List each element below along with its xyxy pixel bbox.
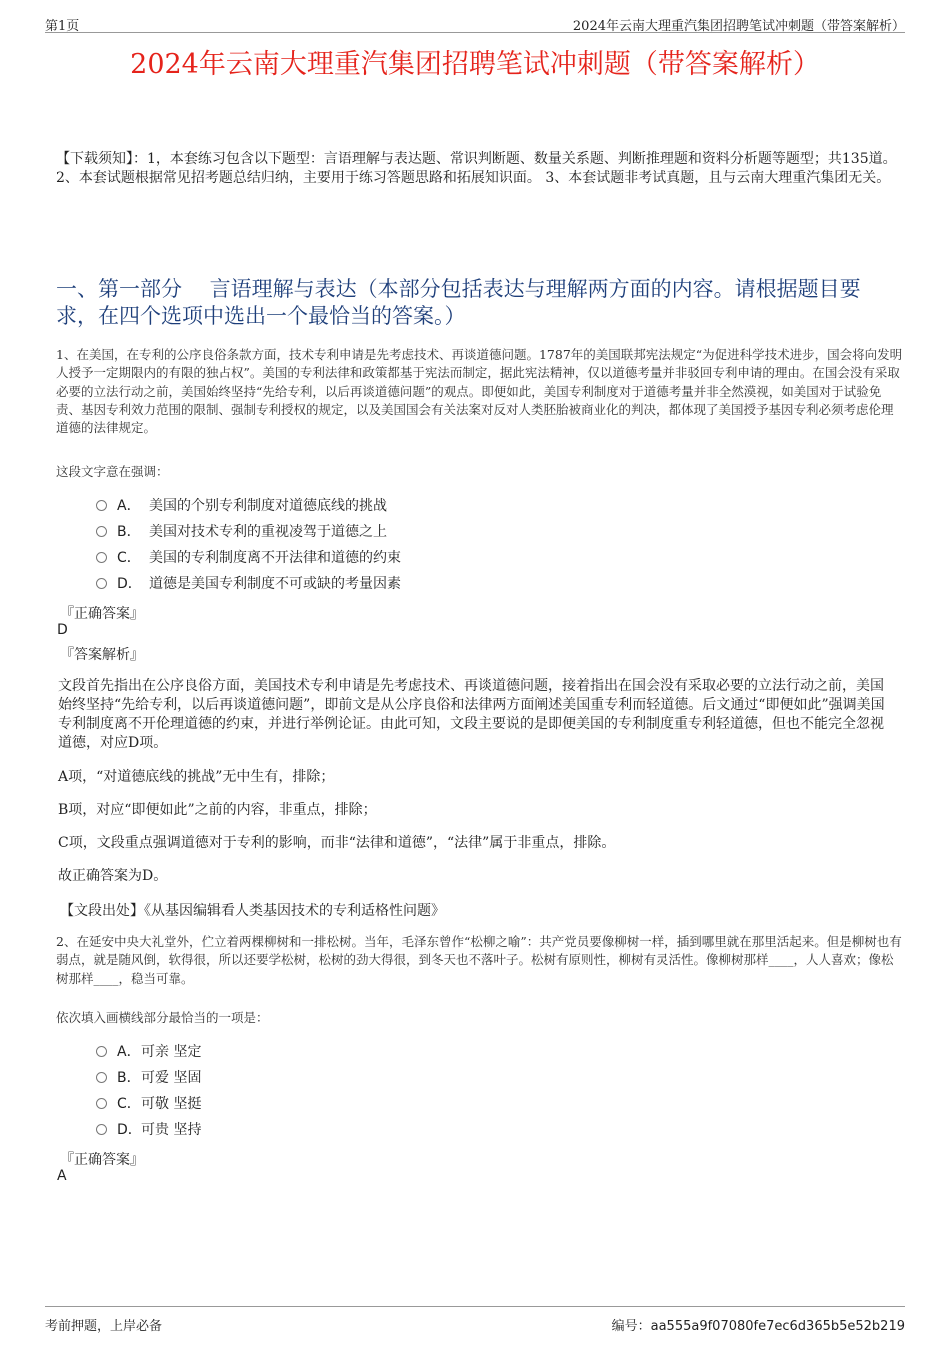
q2-option-a[interactable]: A．可亲 坚定: [96, 1042, 201, 1062]
q1-option-b[interactable]: B． 美国对技术专利的重视凌驾于道德之上: [96, 522, 387, 542]
footer-code: 编号：aa555a9f07080fe7ec6d365b5e52b219: [611, 1319, 905, 1334]
q2-option-b[interactable]: B．可爱 坚固: [96, 1068, 201, 1088]
q1-analysis-a: A项，“对道德底线的挑战”无中生有，排除；: [58, 769, 335, 785]
question-1-text: 1、在美国，在专利的公序良俗条款方面，技术专利申请是先考虑技术、再谈道德问题。1787年的美国联邦宪法规定“为促进科学技术进步，国会将向发明人授予一定期限内的有限的独占权”。美国的专利法律和政策都基于宪法而制定，据此宪法精神，仅以道德考量并非驳回专利申请的理由。在国会没有采取必要的立法行动之前，美国始终坚持“先给专利，以后再谈道德问题”的观点。即便如此，美国专利制度对于道德考量并非全然漠视，如美国对于试验免责、基因专利效力范围的限制、强制专利授权的规定，以及美国国会有关法案对反对人类胚胎被商业化的判决，都体现了美国授予基因专利必须考虑伦理道德的法律规定。: [56, 347, 903, 436]
q1-option-a[interactable]: A． 美国的个别专利制度对道德底线的挑战: [96, 496, 387, 516]
q1-analysis-b: B项，对应“即便如此”之前的内容，非重点，排除；: [58, 802, 377, 818]
download-notice: 【下载须知】：1，本套练习包含以下题型：言语理解与表达题、常识判断题、数量关系题、判断推理题和资料分析题等题型；共135道。 2、本套试题根据常见招考题总结归纳，主要用于练习答题思路和拓展知识面。 3、本套试题非考试真题，且与云南大理重汽集团无关。: [56, 151, 897, 186]
q1-answer-label: 『正确答案』: [60, 606, 144, 622]
q1-option-c[interactable]: C． 美国的专利制度离不开法律和道德的约束: [96, 548, 401, 568]
question-2-prompt: 依次填入画横线部分最恰当的一项是：: [56, 1010, 269, 1025]
q1-analysis-label: 『答案解析』: [60, 647, 144, 663]
q1-analysis-c: C项，文段重点强调道德对于专利的影响，而非“法律和道德”，“法律”属于非重点，排除。: [58, 835, 616, 851]
q1-option-d[interactable]: D． 道德是美国专利制度不可或缺的考量因素: [96, 574, 401, 594]
footer-slogan: 考前押题，上岸必备: [45, 1319, 163, 1334]
radio-icon[interactable]: [96, 500, 107, 511]
question-1-prompt: 这段文字意在强调：: [56, 464, 169, 479]
radio-icon[interactable]: [96, 1072, 107, 1083]
q1-source: 【文段出处】《从基因编辑看人类基因技术的专利适格性问题》: [60, 903, 445, 919]
radio-icon[interactable]: [96, 578, 107, 589]
q1-analysis: 文段首先指出在公序良俗方面，美国技术专利申请是先考虑技术、再谈道德问题，接着指出在国会没有采取必要的立法行动之前，美国始终坚持“先给专利，以后再谈道德问题”，即前文是从公序良俗和法律两方面阐述美国重专利而轻道德。后文通过“即便如此”强调美国专利制度离不开伦理道德的约束，并进行举例论证。由此可知，文段主要说的是即便美国的专利制度重专利轻道德，但也不能完全忽视道德，对应D项。: [58, 678, 885, 751]
q2-option-d[interactable]: D．可贵 坚持: [96, 1120, 201, 1140]
radio-icon[interactable]: [96, 526, 107, 537]
page-number: 第1页: [45, 19, 80, 34]
header-doc-title: 2024年云南大理重汽集团招聘笔试冲刺题（带答案解析）: [572, 19, 905, 34]
section-title: 一、第一部分 言语理解与表达（本部分包括表达与理解两方面的内容。请根据题目要求，在四个选项中选出一个最恰当的答案。）: [56, 277, 861, 328]
question-2-text: 2、在延安中央大礼堂外，伫立着两棵柳树和一排松树。当年，毛泽东曾作“松柳之喻”：共产党员要像柳树一样，插到哪里就在那里活起来。但是柳树也有弱点，就是随风倒，软得很，所以还要学松树，松树的劲大得很，到冬天也不落叶子。松树有原则性，柳树有灵活性。像柳树那样____，人人喜欢；像松树那样____，稳当可靠。: [56, 934, 902, 986]
document-title: 2024年云南大理重汽集团招聘笔试冲刺题（带答案解析）: [130, 49, 820, 80]
q2-option-c[interactable]: C．可敬 坚挺: [96, 1094, 201, 1114]
page-header: [45, 12, 905, 33]
radio-icon[interactable]: [96, 1124, 107, 1135]
q1-conclusion: 故正确答案为D。: [58, 868, 168, 884]
radio-icon[interactable]: [96, 552, 107, 563]
q1-answer: D: [57, 622, 68, 638]
q2-answer-label: 『正确答案』: [60, 1152, 144, 1168]
page-footer: [45, 1306, 905, 1333]
q2-answer: A: [57, 1168, 67, 1184]
radio-icon[interactable]: [96, 1098, 107, 1109]
radio-icon[interactable]: [96, 1046, 107, 1057]
